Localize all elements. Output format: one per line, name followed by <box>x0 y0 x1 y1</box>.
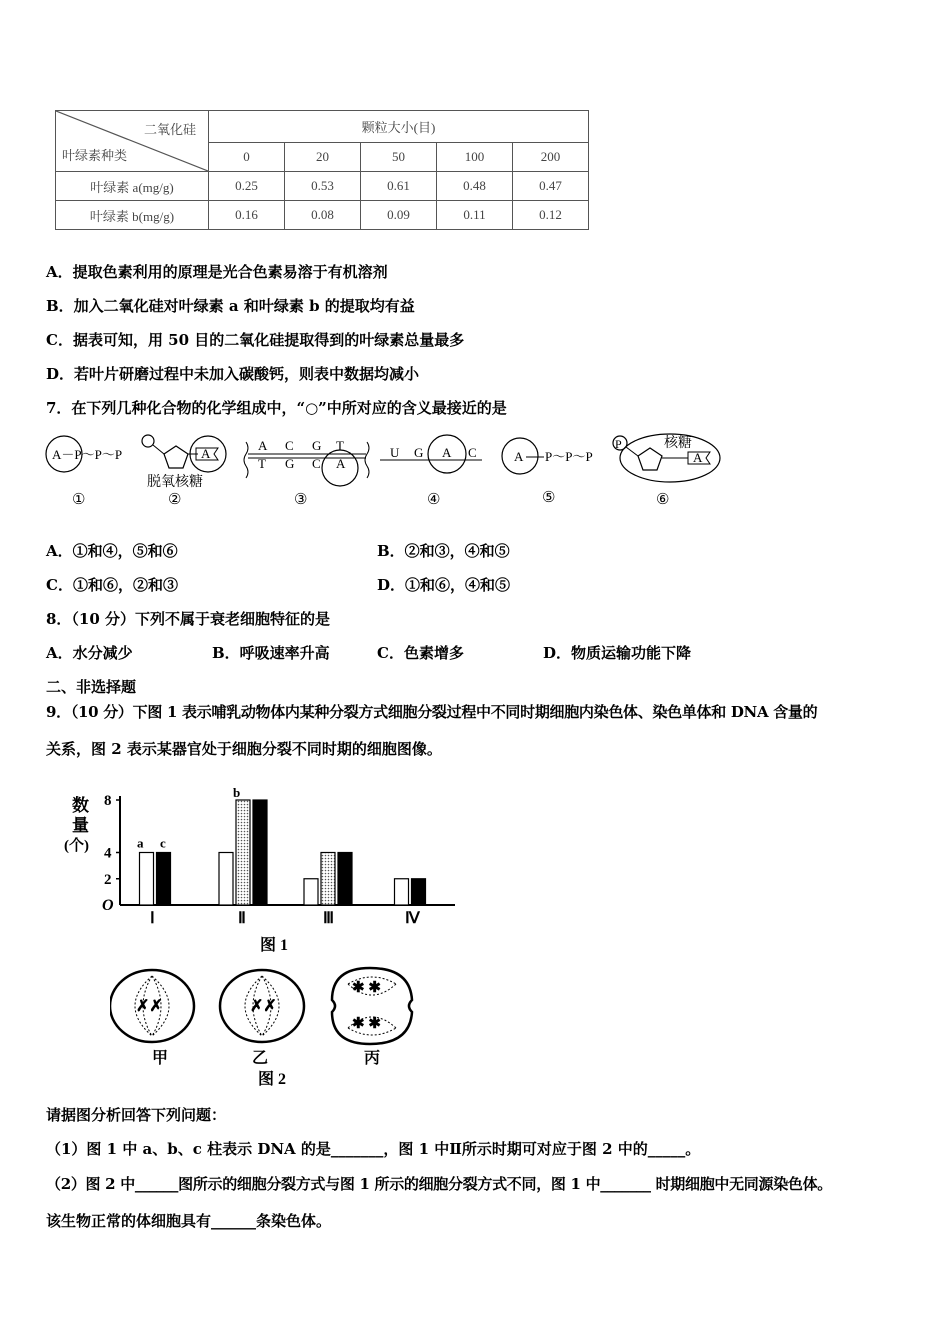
table-corner-cell <box>56 111 209 172</box>
s4-structure <box>380 435 482 473</box>
q9-stem-line1: 9．（10 分）下图 1 表示哺乳动物体内某种分裂方式细胞分裂过程中不同时期细胞内染色体、染色单体和 DNA 含量的 <box>46 703 818 721</box>
num-5: ⑤ <box>542 490 556 506</box>
col-header: 50 <box>361 142 437 171</box>
table-cell: 0.12 <box>513 201 589 230</box>
num-4: ④ <box>427 492 441 508</box>
fig2-label-bing: 丙 <box>364 1050 381 1067</box>
fig2-label-yi: 乙 <box>252 1050 269 1067</box>
s6-p: P <box>615 437 622 451</box>
fig1-bar-c <box>338 853 352 906</box>
fig1-category-label: Ⅰ <box>150 910 155 927</box>
q8-option-b: B．呼吸速率升高 <box>212 644 330 662</box>
chlorophyll-table <box>55 110 589 230</box>
q7-option-a: A．①和④，⑤和⑥ <box>46 542 178 560</box>
fig1-tick-label: 8 <box>104 793 112 809</box>
s6-bond <box>626 447 638 456</box>
num-3: ③ <box>294 492 308 508</box>
cell-jia <box>110 970 194 1042</box>
s3-bottom-base: G <box>285 456 295 471</box>
s3-top-base: T <box>336 438 344 453</box>
q7-option-c: C．①和⑥，②和③ <box>46 576 178 594</box>
fig1-bar-c <box>253 800 267 905</box>
fig1-bar-a <box>219 853 233 906</box>
q9-stem-line2: 关系，图 2 表示某器官处于细胞分裂不同时期的细胞图像。 <box>46 740 442 758</box>
s3-structure <box>244 438 369 486</box>
fig1-caption: 图 1 <box>260 937 289 954</box>
s2-bond <box>153 445 164 454</box>
fig1-plot <box>102 785 455 927</box>
group-header: 颗粒大小(目) <box>209 111 589 143</box>
s3-bottom-base: A <box>336 456 346 471</box>
fig1-category-label: Ⅱ <box>238 910 246 927</box>
s5-rest: P～P～P <box>545 449 593 464</box>
s3-top-base: C <box>285 438 294 453</box>
s4-base: C <box>468 445 477 460</box>
q6-option-c: C．据表可知，用 50 目的二氧化硅提取得到的叶绿素总量最多 <box>46 331 465 349</box>
q7-stem: 7．在下列几种化合物的化学组成中，“○”中所对应的含义最接近的是 <box>46 399 507 417</box>
fig1-bar-label-a: a <box>137 835 144 851</box>
fig1-ylabel-1: 数 <box>72 796 89 815</box>
fig1-bar-label-b: b <box>233 785 241 800</box>
s5-a: A <box>514 449 524 464</box>
fig1-bar-label-c: c <box>160 835 166 851</box>
fig1-bar-a <box>304 879 318 905</box>
q9-sub2: （2）图 2 中______图所示的细胞分裂方式与图 1 所示的细胞分裂方式不同，图 1 中_______ 时期细胞中无同源染色体。 <box>46 1175 833 1193</box>
s3-top-base: A <box>258 438 268 453</box>
s4-base: U <box>390 445 400 460</box>
s2-pentagon <box>164 446 188 468</box>
cell-bing <box>332 968 412 1044</box>
col-header: 0 <box>209 142 285 171</box>
s3-bottom-base: T <box>258 456 266 471</box>
fig1-chart <box>60 785 460 960</box>
q8-option-d: D．物质运输功能下降 <box>543 644 692 662</box>
row-label: 叶绿素 a(mg/g) <box>56 172 209 201</box>
chromosomes: ✗✗ <box>136 998 163 1015</box>
s6-base: A <box>693 450 703 465</box>
q7-structures-figure <box>40 430 740 520</box>
s3-wave-right <box>365 442 369 478</box>
fig1-bar-b <box>321 853 335 906</box>
q7-option-d: D．①和⑥，④和⑤ <box>377 576 511 594</box>
q7-option-b: B．②和③，④和⑤ <box>377 542 510 560</box>
chromosomes: ✗✗ <box>250 998 277 1015</box>
table-cell: 0.48 <box>437 172 513 201</box>
q6-option-b: B．加入二氧化硅对叶绿素 a 和叶绿素 b 的提取均有益 <box>46 297 415 315</box>
s3-bottom-base: C <box>312 456 321 471</box>
fig1-bar-b <box>236 800 250 905</box>
q8-stem: 8．（10 分）下列不属于衰老细胞特征的是 <box>46 610 331 628</box>
table-row <box>56 172 589 201</box>
table-cell: 0.11 <box>437 201 513 230</box>
q9-sub3: 该生物正常的体细胞具有______条染色体。 <box>46 1212 332 1230</box>
fig2-caption: 图 2 <box>258 1071 287 1088</box>
s2-label: 脱氧核糖 <box>147 475 203 490</box>
q9-prompt: 请据图分析回答下列问题： <box>46 1106 227 1124</box>
table-cell: 0.16 <box>209 201 285 230</box>
col-header: 20 <box>285 142 361 171</box>
fig1-bar-a <box>140 853 154 906</box>
q8-option-a: A．水分减少 <box>46 644 133 662</box>
fig2-label-jia: 甲 <box>152 1050 169 1067</box>
corner-bottom-label: 叶绿素种类 <box>62 148 128 163</box>
fig1-bar-a <box>395 879 409 905</box>
s5-structure <box>502 438 593 474</box>
s4-base: A <box>442 445 452 460</box>
q6-option-a: A．提取色素利用的原理是光合色素易溶于有机溶剂 <box>46 263 388 281</box>
fig1-ylabel-2: 量 <box>72 816 89 835</box>
fig1-tick-label: 2 <box>104 871 112 888</box>
s6-pentagon <box>638 448 662 470</box>
s3-wave-left <box>244 442 248 478</box>
table-cell: 0.09 <box>361 201 437 230</box>
fig1-bar-c <box>157 853 171 906</box>
s1-text: A－P～P～P <box>52 447 123 462</box>
fig1-origin: O <box>102 897 114 914</box>
s2-phosphate-circle <box>142 435 154 447</box>
s2-base: A <box>201 446 211 461</box>
row-label: 叶绿素 b(mg/g) <box>56 201 209 230</box>
s6-label: 核糖 <box>664 436 692 451</box>
num-2: ② <box>168 492 182 508</box>
s2-structure <box>142 435 226 490</box>
fig2-figure <box>110 960 430 1090</box>
col-header: 100 <box>437 142 513 171</box>
num-6: ⑥ <box>656 492 670 508</box>
cell-yi <box>220 970 304 1042</box>
chromosomes: ✱ ✱ <box>352 980 381 996</box>
s4-base: G <box>414 445 424 460</box>
table-cell: 0.47 <box>513 172 589 201</box>
section-heading: 二、非选择题 <box>46 678 137 696</box>
fig1-bar-c <box>412 879 426 905</box>
corner-top-label: 二氧化硅 <box>143 122 196 137</box>
num-1: ① <box>72 492 86 508</box>
col-header: 200 <box>513 142 589 171</box>
fig1-ylabel-3: (个) <box>64 838 89 854</box>
q6-option-d: D．若叶片研磨过程中未加入碳酸钙，则表中数据均减小 <box>46 365 420 383</box>
chromosomes: ✱ ✱ <box>352 1016 381 1032</box>
fig1-category-label: Ⅳ <box>405 910 420 927</box>
table-row <box>56 201 589 230</box>
q8-option-c: C．色素增多 <box>377 644 464 662</box>
table-cell: 0.53 <box>285 172 361 201</box>
table-cell: 0.08 <box>285 201 361 230</box>
table-cell: 0.25 <box>209 172 285 201</box>
s3-top-base: G <box>312 438 322 453</box>
fig1-category-label: Ⅲ <box>323 910 335 927</box>
table-cell: 0.61 <box>361 172 437 201</box>
q9-sub1: （1）图 1 中 a、b、c 柱表示 DNA 的是_______，图 1 中Ⅱ所示时期可对应于图 2 中的_____。 <box>46 1140 701 1158</box>
fig1-tick-label: 4 <box>104 845 112 862</box>
s6-structure <box>613 434 720 482</box>
